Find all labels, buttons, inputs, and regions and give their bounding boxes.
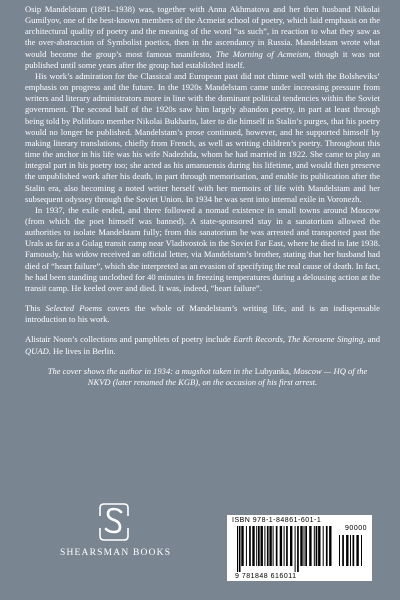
spacer: [25, 294, 380, 303]
text-run: Lubyanka: [254, 365, 289, 376]
barcode-bar: [297, 526, 299, 572]
text-run: This: [25, 303, 46, 314]
text-run: Osip Mandelstam (1891–1938) was, together with Anna Akhmatova and her then husband Nikolai Gumilyov, one of the best-known members of the Acmeist school of poetry, which laid emphasis on the architectural quality of poetry and the meaning of the word “as such”, in reaction to what they saw as the over-abstraction of Symbolist poetics, then in the ascendancy in Russia. Mandelstam wrote what would become the group’s most famous manifesto,: [25, 4, 380, 59]
barcode-bar: [309, 526, 311, 566]
title-quad: QUAD: [25, 345, 49, 356]
barcode-bar: [323, 526, 324, 566]
ss-monogram-icon: [94, 500, 134, 544]
text-run: Alistair Noon’s collections and pamphlets of poetry include: [25, 334, 234, 345]
barcode-bar: [246, 526, 247, 566]
barcode-bar: [286, 526, 288, 566]
barcode-bar: [273, 526, 274, 566]
barcode-bar: [261, 526, 263, 566]
barcode-bar: [326, 526, 328, 566]
title-earth-records: Earth Records: [233, 334, 283, 345]
barcode-bar: [353, 535, 355, 566]
publisher-logo: [60, 500, 172, 558]
paragraph-biography: [25, 4, 380, 71]
barcode-bar: [339, 535, 340, 566]
text-run: , and: [363, 334, 380, 345]
paragraph-soviet-pressure: His work’s admiration for the Classical and European past did not chime well with the Bolsheviks’ emphasis on progress and the future. In the 1920s Mandelstam came under increasing pressure from writers and literary administrators more in line with the dominant political tendencies within the Soviet government. The second half of the 1920s saw him largely abandon poetry, in part at least through being told by Politburo member Nikolai Bukharin, later to die himself in Stalin’s purges, that his poetry would no longer be published. Mandelstam’s prose continued, however, and he supported himself by making literary translations, chiefly from French, as well as writing children’s poetry. Throughout this time the anchor in his life was his wife Nadezhda, whom he had married in 1922. She came to play an integral part in his poetry too; she acted as his amanuensis during his lifetime, and would then preserve the unpublished work after his death, in part through memorisation, and enable its publication after the Stalin era, also becoming a noted writer herself with her memoirs of life with Mandelstam and her subsequent odyssey through the Soviet Union. In 1934 he was sent into internal exile in Voronezh.: [25, 70, 380, 204]
title-selected-poems: Selected Poems: [45, 303, 103, 314]
barcode-bar: [329, 526, 331, 566]
spacer: [25, 357, 380, 366]
barcode-bar: [305, 526, 307, 566]
barcode-bar: [258, 526, 260, 566]
cover-caption: [25, 366, 380, 388]
barcode-bar: [295, 526, 296, 572]
title-morning-of-acmeism: The Morning of Acmeism: [215, 48, 309, 59]
barcode-addon-bars: [339, 535, 367, 572]
text-run: The cover shows the author in 1934: a mugshot taken in the: [47, 365, 255, 376]
text-run: , though it was not published until some years after the group had established itself.: [25, 48, 380, 70]
barcode-bars: [237, 526, 335, 572]
barcode-bar: [252, 526, 254, 566]
barcode-bar: [280, 526, 282, 566]
barcode-bar: [350, 535, 351, 566]
text-run: covers the whole of Mandelstam’s writing life, and is an indispensable introduction to his work.: [25, 303, 380, 325]
barcode-bar: [284, 526, 285, 566]
text-run: ,: [282, 334, 288, 345]
isbn-label: ISBN 978-1-84861-601-1: [232, 517, 322, 524]
barcode-bar: [267, 526, 269, 566]
barcode-bar: [314, 526, 315, 566]
spacer: [25, 325, 380, 334]
barcode-bar: [239, 526, 241, 572]
barcode-bar: [356, 535, 358, 566]
publisher-name: SHEARSMAN BOOKS: [60, 548, 172, 558]
price-code: 90000: [345, 525, 367, 532]
barcode-bar: [300, 526, 302, 566]
text-run: . He lives in Berlin.: [48, 345, 116, 356]
barcode-bar: [249, 526, 251, 566]
barcode-bar: [361, 535, 362, 566]
barcode-bar: [290, 526, 292, 566]
paragraph-selected-poems: [25, 303, 380, 325]
paragraph-translator-bio: [25, 334, 380, 356]
barcode-bar: [256, 526, 257, 566]
barcode-bar: [237, 526, 238, 572]
paragraph-exile: In 1937, the exile ended, and there followed a nomad existence in small towns around Moscow (from which the poet himself was banned). A state-sponsored stay in a sanatorium allowed the authorities to isolate Mandelstam fully; from this sanatorium he was arrested and transported past the Urals as far as a Gulag transit camp near Vladivostok in the Soviet Far East, where he died in late 1938. Famously, his widow received an official letter, via Mandelstam’s brother, stating that her husband had died of “heart failure”, which she interpreted as an evasion of specifying the real cause of death. In fact, he had been standing unclothed for 40 minutes in freezing temperatures during a delousing action at the transit camp. He keeled over and died. It was, indeed, “heart failure”.: [25, 204, 380, 293]
text-run: , Moscow — HQ of the NKVD (later renamed the KGB), on the occasion of his first arrest.: [87, 365, 368, 387]
title-kerosene-singing: The Kerosene Singing: [287, 334, 364, 345]
barcode-bar: [316, 526, 318, 566]
barcode-number: 9 781848 616011: [235, 573, 297, 580]
barcode-bar: [264, 526, 265, 566]
barcode: [227, 515, 372, 581]
blurb: [25, 4, 380, 388]
barcode-bar: [241, 526, 243, 566]
barcode-bar: [269, 526, 271, 566]
barcode-bar: [304, 526, 305, 566]
barcode-bar: [276, 526, 278, 566]
barcode-bar: [318, 526, 320, 566]
barcode-bar: [342, 535, 344, 566]
barcode-bar: [346, 535, 348, 566]
